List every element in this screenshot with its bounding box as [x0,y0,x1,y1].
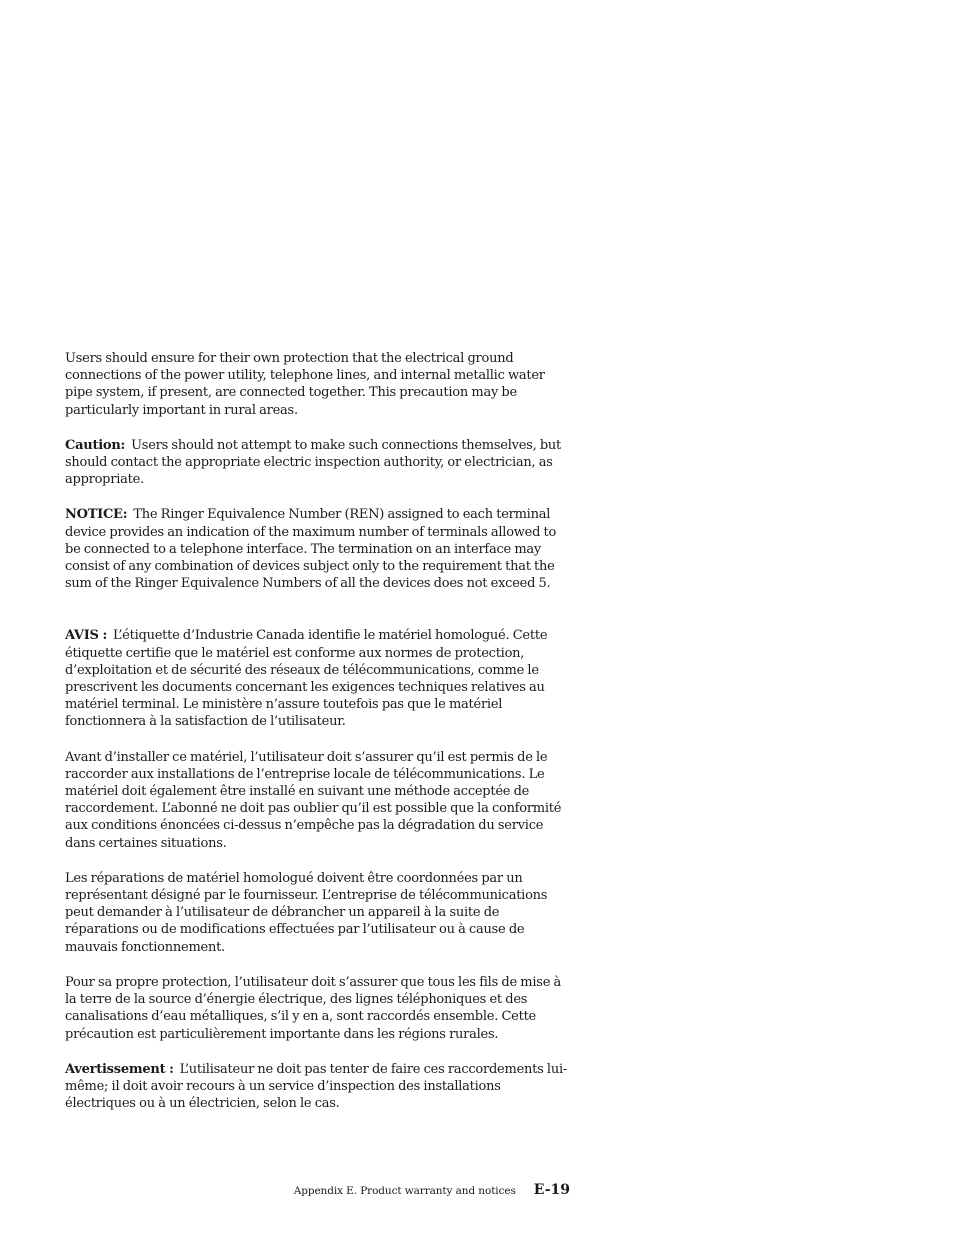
paragraph-avis [65,627,570,730]
paragraph-text: Les réparations de matériel homologué doivent être coordonnées par un représentant désigné par le fournisseur. L’entreprise de télécommunications peut demander à l’utilisateur de débrancher un appareil à la suite de réparations ou de modifications effectuées par l’utilisateur ou à cause de mauvais fonctionnement. [65,870,548,955]
paragraph-ground-protection [65,350,570,419]
paragraph-lead: AVIS : [65,628,108,644]
paragraph-caution [65,437,570,489]
paragraph-notice [65,506,570,592]
paragraph-repairs [65,870,570,956]
paragraph-lead: Caution: [65,437,126,453]
paragraph-text: The Ringer Equivalence Number (REN) assigned to each terminal device provides an indication of the maximum number of terminals allowed to be connected to a telephone interface. The termination on an interface may consist of any combination of devices subject only to the requirement that the sum of the Ringer Equivalence Numbers of all the devices does not exceed 5. [65,507,557,592]
paragraph-text: Pour sa propre protection, l’utilisateur doit s’assurer que tous les fils de mise à la terre de la source d’énergie électrique, des lignes téléphoniques et des canalisations d’eau métalliques, s’il y en a, sont raccordés ensemble. Cette précaution est particulièrement importante dans les régions rurales. [65,974,562,1042]
paragraph-text: L’utilisateur ne doit pas tenter de faire ces raccordements lui-même; il doit avoir recours à un service d’inspection des installations électriques ou à un électricien, selon le cas. [65,1061,567,1112]
paragraph-text: Users should not attempt to make such connections themselves, but should contact the appropriate electric inspection authority, or electrician, as appropriate. [65,437,562,488]
document-body [65,350,570,1112]
paragraph-text: Avant d’installer ce matériel, l’utilisateur doit s’assurer qu’il est permis de le raccorder aux installations de l’entreprise locale de télécommunications. Le matériel doit également être installé en suivant une méthode acceptée de raccordement. L’abonné ne doit pas oublier qu’il est possible que la conformité aux conditions énoncées ci-dessus n’empêche pas la dégradation du service dans certaines situations. [65,749,562,851]
page-footer [294,1182,570,1198]
paragraph-text: Users should ensure for their own protection that the electrical ground connections of the power utility, telephone lines, and internal metallic water pipe system, if present, are connected together. This precaution may be particularly important in rural areas. [65,351,545,418]
page-number: E-19 [533,1182,570,1198]
paragraph-lead: Avertissement : [65,1061,174,1077]
paragraph-avertissement [65,1061,570,1113]
paragraph-text: L’étiquette d’Industrie Canada identifie le matériel homologué. Cette étiquette certifie que le matériel est conforme aux normes de protection, d’exploitation et de sécurité des réseaux de télécommunications, comme le prescrivent les documents concernant les exigences techniques relatives au matériel terminal. Le ministère n’assure toutefois pas que le matériel fonctionnera à la satisfaction de l’utilisateur. [65,628,548,730]
paragraph-installation [65,749,570,852]
paragraph-lead: NOTICE: [65,507,128,523]
paragraph-protection-fr [65,974,570,1043]
footer-section-title: Appendix E. Product warranty and notices [293,1185,516,1197]
